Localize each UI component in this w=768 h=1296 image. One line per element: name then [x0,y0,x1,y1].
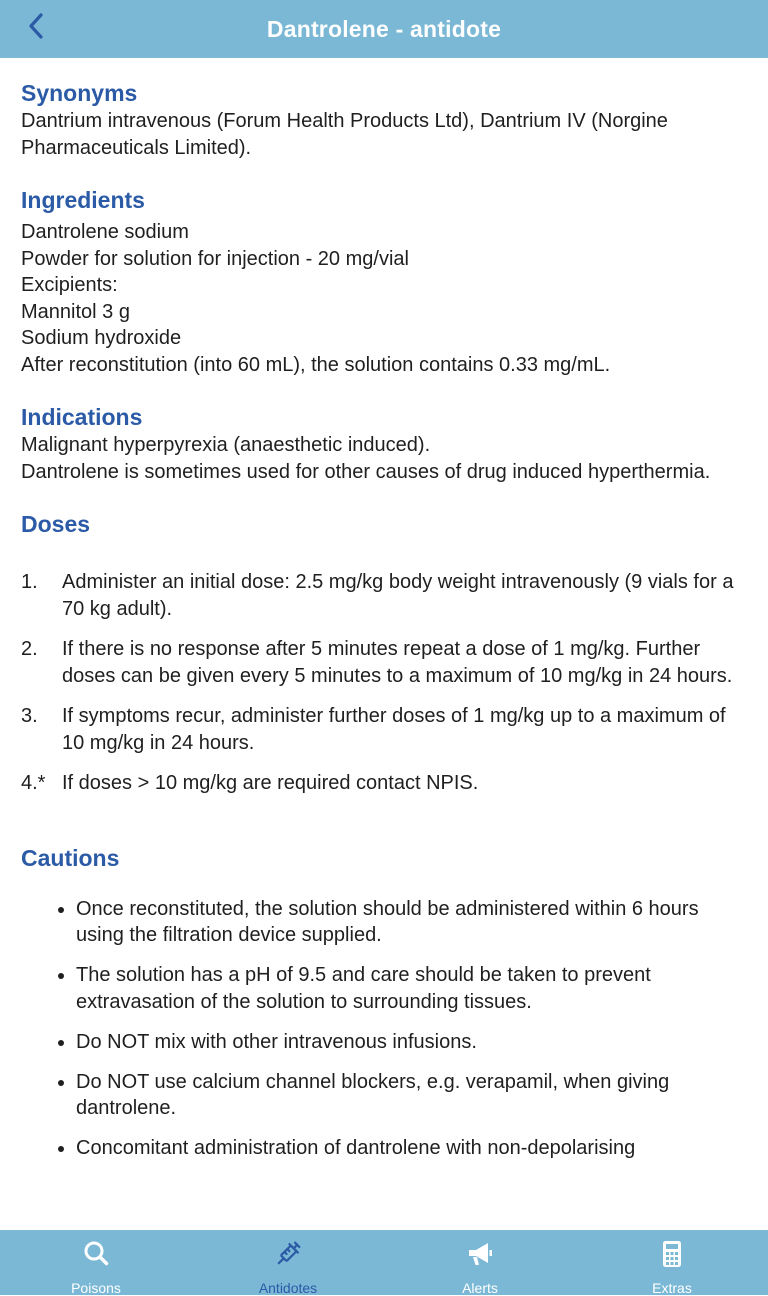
dose-number: 2. [21,638,38,660]
ingredient-line: Powder for solution for injection - 20 mg/vial [21,247,409,270]
ingredient-line: Sodium hydroxide [21,327,182,349]
dose-text: Administer an initial dose: 2.5 mg/kg body weight intravenously (9 vials for a 70 kg adult). [62,571,734,620]
dose-number: 1. [21,571,38,593]
calculator-icon [661,1240,683,1268]
tab-label: Extras [652,1280,692,1296]
dose-item [21,569,739,622]
dose-text: If symptoms recur, administer further doses of 1 mg/kg up to a maximum of 10 mg/kg in 24 hours. [62,705,726,754]
doses-list [21,569,739,797]
header-bar [0,0,768,58]
ingredient-line: Excipients: [21,274,118,296]
section-title-ingredients: Ingredients [21,187,145,213]
back-button[interactable] [20,6,52,46]
tab-label: Alerts [462,1280,498,1296]
cautions-list [21,896,739,1162]
syringe-icon [274,1240,302,1268]
caution-item: • Concomitant administration of dantrolene with non-depolarising [76,1135,739,1162]
search-icon [83,1240,109,1266]
synonyms-text: Dantrium intravenous (Forum Health Products Ltd), Dantrium IV (Norgine Pharmaceuticals Limited). [21,110,668,159]
indications-text: Malignant hyperpyrexia (anaesthetic induced). [21,434,431,456]
dose-text: If doses > 10 mg/kg are required contact NPIS. [62,772,479,794]
caution-item: • Do NOT use calcium channel blockers, e.g. verapamil, when giving dantrolene. [76,1069,739,1122]
page-title: Dantrolene - antidote [266,15,502,42]
dose-item [21,636,739,689]
dose-number: 4.* [21,772,46,794]
dose-item [21,703,739,756]
section-title-cautions: Cautions [21,844,120,871]
ingredient-line: Mannitol 3 g [21,300,130,323]
dose-text: If there is no response after 5 minutes repeat a dose of 1 mg/kg. Further doses can be given every 5 minutes to a maximum of 10 mg/kg in 24 hours. [62,638,733,687]
tab-label: Poisons [71,1280,121,1296]
caution-item: • Once reconstituted, the solution should be administered within 6 hours using the filtration device supplied. [76,896,739,949]
tab-antidotes[interactable] [192,1230,384,1295]
dose-number: 3. [21,705,38,727]
ingredient-line: After reconstitution (into 60 mL), the solution contains 0.33 mg/mL. [21,353,611,376]
tab-poisons[interactable] [0,1230,192,1295]
tab-extras[interactable] [576,1230,768,1295]
dose-item [21,770,739,797]
section-title-synonyms: Synonyms [21,80,138,106]
bottom-tab-bar [0,1230,768,1295]
caution-item: • The solution has a pH of 9.5 and care should be taken to prevent extravasation of the solution to surrounding tissues. [76,962,739,1015]
caution-item: • Do NOT mix with other intravenous infusions. [76,1029,739,1056]
chevron-left-icon [26,11,46,41]
megaphone-icon [466,1240,494,1268]
content-scroll[interactable] [21,58,739,1230]
section-title-doses: Doses [21,511,91,537]
ingredients-list [21,219,739,378]
ingredient-line: Dantrolene sodium [21,221,189,243]
indications-text: Dantrolene is sometimes used for other causes of drug induced hyperthermia. [21,460,711,483]
section-title-indications: Indications [21,404,143,430]
tab-alerts[interactable] [384,1230,576,1295]
tab-label: Antidotes [258,1280,318,1296]
